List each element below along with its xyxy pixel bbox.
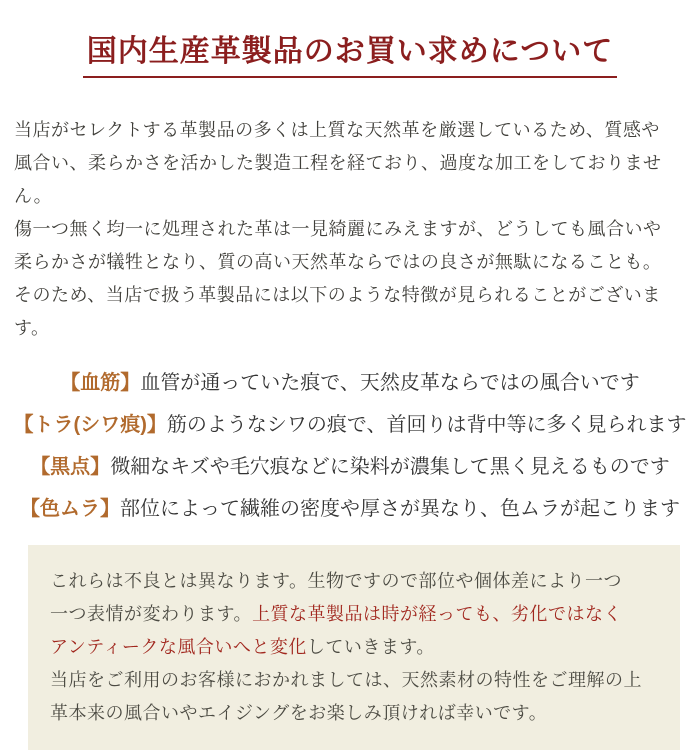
note-line (50, 631, 658, 664)
note-line (50, 598, 658, 631)
note-text: していきます。 (306, 637, 435, 657)
feature-list (0, 369, 700, 523)
intro-line: 柔らかさが犠牲となり、質の高い天然革ならではの良さが無駄になることも。 (14, 252, 662, 272)
feature-item-iromura (0, 495, 700, 523)
note-text: 革本来の風合いやエイジングをお楽しみ頂ければ幸いです。 (50, 703, 548, 723)
note-emphasis-text: 上質な革製品は時が経っても、劣化ではなく (252, 604, 623, 624)
note-text: これらは不良とは異なります。生物ですので部位や個体差により一つ (50, 571, 623, 591)
note-line (50, 565, 658, 598)
feature-label: 【血筋】 (60, 372, 141, 394)
intro-line: そのため、当店で扱う革製品には以下のような特徴が見られることがございます。 (14, 285, 661, 338)
title-section (0, 26, 700, 78)
note-box (28, 545, 680, 750)
note-text: 一つ表情が変わります。 (50, 604, 253, 624)
feature-item-tora (0, 411, 700, 439)
feature-text: 筋のようなシワの痕で、首回りは背中等に多く見られます (166, 414, 687, 436)
note-emphasis-text: アンティークな風合いへと変化 (50, 637, 307, 657)
intro-line: 当店がセレクトする革製品の多くは上質な天然革を厳選しているため、質感や (14, 120, 660, 140)
note-line (50, 664, 658, 697)
note-line (50, 697, 658, 730)
intro-line: 風合い、柔らかさを活かした製造工程を経ており、過度な加工をしておりません。 (14, 153, 662, 206)
feature-label: 【黒点】 (30, 456, 111, 478)
feature-text: 微細なキズや毛穴痕などに染料が濃集して黒く見えるものです (110, 456, 670, 478)
leather-notice-page (0, 26, 700, 726)
feature-item-chisuji (0, 369, 700, 397)
page-title: 国内生産革製品のお買い求めについて (83, 26, 617, 78)
feature-text: 部位によって繊維の密度や厚さが異なり、色ムラが起こります (120, 498, 680, 520)
feature-label: 【トラ(シワ痕)】 (13, 414, 167, 436)
feature-label: 【色ムラ】 (20, 498, 120, 520)
intro-paragraph (14, 114, 686, 345)
feature-text: 血管が通っていた痕で、天然皮革ならではの風合いです (140, 372, 640, 394)
feature-item-kokuten (0, 453, 700, 481)
intro-line: 傷一つ無く均一に処理された革は一見綺麗にみえますが、どうしても風合いや (14, 219, 662, 239)
note-text: 当店をご利用のお客様におかれましては、天然素材の特性をご理解の上 (50, 670, 642, 690)
